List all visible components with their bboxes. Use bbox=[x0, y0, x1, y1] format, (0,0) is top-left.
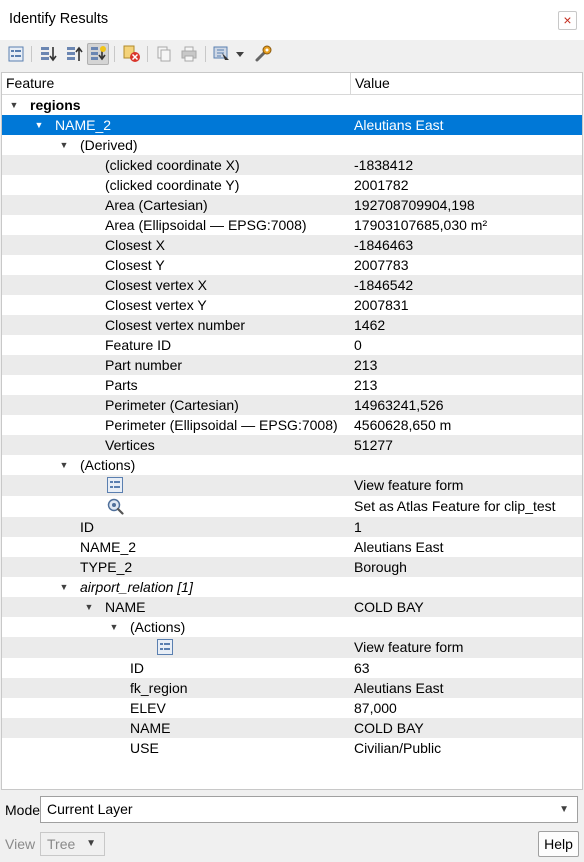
attribute-row[interactable] bbox=[2, 195, 582, 215]
attribute-row[interactable] bbox=[2, 395, 582, 415]
row-label: Closest vertex Y bbox=[105, 297, 207, 313]
row-label: NAME_2 bbox=[80, 539, 137, 555]
clear-results-icon bbox=[121, 43, 143, 65]
row-value: 1462 bbox=[354, 317, 386, 333]
attribute-row[interactable] bbox=[2, 275, 582, 295]
toolbar-separator bbox=[205, 46, 206, 62]
help-button[interactable]: Help bbox=[538, 831, 579, 857]
expand-arrow-icon[interactable]: ▼ bbox=[84, 602, 94, 612]
attribute-row[interactable] bbox=[2, 557, 582, 577]
expand-arrow-icon[interactable]: ▼ bbox=[34, 120, 44, 130]
expand-all-icon bbox=[37, 43, 59, 65]
row-value: Civilian/Public bbox=[354, 740, 442, 756]
attribute-row[interactable] bbox=[2, 215, 582, 235]
row-value: 0 bbox=[354, 337, 362, 353]
row-value: Aleutians East bbox=[354, 680, 444, 696]
row-label: fk_region bbox=[130, 680, 188, 696]
toolbar-separator bbox=[147, 46, 148, 62]
attribute-row[interactable] bbox=[2, 658, 582, 678]
attribute-row[interactable] bbox=[2, 517, 582, 537]
auto-expand-icon bbox=[88, 44, 108, 64]
row-label: TYPE_2 bbox=[80, 559, 133, 575]
results-tree[interactable] bbox=[1, 72, 583, 790]
attribute-row[interactable] bbox=[2, 255, 582, 275]
row-value: 51277 bbox=[354, 437, 393, 453]
row-value: COLD BAY bbox=[354, 599, 424, 615]
expand-new-results-button[interactable] bbox=[5, 43, 27, 65]
row-label: (clicked coordinate Y) bbox=[105, 177, 240, 193]
row-label: (Derived) bbox=[80, 137, 138, 153]
row-label: (Actions) bbox=[130, 619, 186, 635]
form-view-icon bbox=[156, 638, 174, 656]
row-label: Parts bbox=[105, 377, 138, 393]
attribute-row[interactable] bbox=[2, 415, 582, 435]
close-icon: × bbox=[563, 12, 572, 28]
row-label: NAME_2 bbox=[55, 117, 112, 133]
toolbar-separator bbox=[31, 46, 32, 62]
row-label: USE bbox=[130, 740, 159, 756]
select-features-button[interactable] bbox=[211, 43, 247, 65]
view-select[interactable] bbox=[40, 832, 105, 856]
row-label: Perimeter (Ellipsoidal — EPSG:7008) bbox=[105, 417, 338, 433]
row-value: -1846542 bbox=[354, 277, 414, 293]
row-value: Set as Atlas Feature for clip_test bbox=[354, 498, 556, 514]
attribute-row[interactable] bbox=[2, 235, 582, 255]
row-value: 2007783 bbox=[354, 257, 409, 273]
collapse-all-button[interactable] bbox=[63, 43, 85, 65]
expand-all-button[interactable] bbox=[37, 43, 59, 65]
close-button[interactable] bbox=[558, 11, 577, 30]
identify-settings-button[interactable] bbox=[252, 43, 274, 65]
form-view-icon bbox=[106, 476, 124, 494]
attribute-row[interactable] bbox=[2, 335, 582, 355]
row-label: airport_relation [1] bbox=[80, 579, 193, 595]
view-select-value: Tree bbox=[47, 836, 76, 852]
row-label: regions bbox=[30, 97, 81, 113]
related-feature-row[interactable] bbox=[2, 597, 582, 617]
attribute-row[interactable] bbox=[2, 155, 582, 175]
view-feature-form-action[interactable] bbox=[2, 637, 582, 658]
derived-group-row[interactable] bbox=[2, 135, 582, 155]
print-icon bbox=[178, 43, 200, 65]
tree-header bbox=[2, 73, 582, 95]
copy-icon bbox=[153, 43, 175, 65]
expand-arrow-icon[interactable]: ▼ bbox=[59, 140, 69, 150]
row-value: 2007831 bbox=[354, 297, 409, 313]
mode-label: Mode bbox=[5, 802, 41, 818]
row-label: Perimeter (Cartesian) bbox=[105, 397, 239, 413]
row-label: ID bbox=[80, 519, 94, 535]
row-value: 14963241,526 bbox=[354, 397, 444, 413]
attribute-row[interactable] bbox=[2, 435, 582, 455]
row-value: 2001782 bbox=[354, 177, 409, 193]
wrench-icon bbox=[252, 43, 274, 65]
row-value: Borough bbox=[354, 559, 407, 575]
attribute-row[interactable] bbox=[2, 295, 582, 315]
copy-feature-button[interactable] bbox=[153, 43, 175, 65]
row-label: Closest vertex X bbox=[105, 277, 207, 293]
attribute-row[interactable] bbox=[2, 355, 582, 375]
expand-arrow-icon[interactable]: ▼ bbox=[109, 622, 119, 632]
row-value: View feature form bbox=[354, 477, 464, 493]
attribute-row[interactable] bbox=[2, 718, 582, 738]
window-title: Identify Results bbox=[9, 11, 109, 27]
auto-expand-button[interactable] bbox=[87, 43, 109, 65]
row-value: 63 bbox=[354, 660, 370, 676]
attribute-row[interactable] bbox=[2, 315, 582, 335]
row-label: Part number bbox=[105, 357, 183, 373]
print-button[interactable] bbox=[178, 43, 200, 65]
row-value: Aleutians East bbox=[354, 539, 444, 555]
row-label: (Actions) bbox=[80, 457, 136, 473]
row-value: 17903107685,030 m² bbox=[354, 217, 488, 233]
row-value: 213 bbox=[354, 357, 378, 373]
row-value: -1838412 bbox=[354, 157, 414, 173]
row-label: Vertices bbox=[105, 437, 155, 453]
expand-arrow-icon[interactable]: ▼ bbox=[59, 582, 69, 592]
select-features-icon bbox=[211, 43, 247, 65]
row-label: Closest Y bbox=[105, 257, 165, 273]
row-value: COLD BAY bbox=[354, 720, 424, 736]
attribute-row[interactable] bbox=[2, 175, 582, 195]
row-label: Closest X bbox=[105, 237, 165, 253]
expand-arrow-icon[interactable]: ▼ bbox=[9, 100, 19, 110]
actions-group-row[interactable] bbox=[2, 617, 582, 637]
row-label: NAME bbox=[130, 720, 171, 736]
feature-column-header[interactable]: Feature bbox=[6, 75, 55, 91]
collapse-all-icon bbox=[63, 43, 85, 65]
row-label: Feature ID bbox=[105, 337, 172, 353]
title-bar bbox=[0, 0, 584, 40]
row-label: ELEV bbox=[130, 700, 166, 716]
mode-select[interactable] bbox=[40, 796, 578, 823]
relation-row[interactable] bbox=[2, 577, 582, 597]
attribute-row[interactable] bbox=[2, 375, 582, 395]
atlas-feature-icon bbox=[106, 497, 124, 515]
attribute-row[interactable] bbox=[2, 738, 582, 758]
atlas-feature-action[interactable] bbox=[2, 496, 582, 517]
row-value: 213 bbox=[354, 377, 378, 393]
row-value: Aleutians East bbox=[354, 117, 444, 133]
clear-results-button[interactable] bbox=[121, 43, 143, 65]
row-label: Area (Ellipsoidal — EPSG:7008) bbox=[105, 217, 307, 233]
toolbar bbox=[0, 40, 584, 68]
row-value: 1 bbox=[354, 519, 362, 535]
view-feature-form-action[interactable] bbox=[2, 475, 582, 496]
chevron-down-icon: ▼ bbox=[86, 838, 96, 849]
attribute-row[interactable] bbox=[2, 698, 582, 718]
row-value: -1846463 bbox=[354, 237, 414, 253]
mode-select-value: Current Layer bbox=[47, 801, 133, 817]
view-label: View bbox=[5, 836, 36, 852]
row-label: NAME bbox=[105, 599, 146, 615]
value-column-header[interactable]: Value bbox=[350, 73, 582, 95]
row-value: View feature form bbox=[354, 639, 464, 655]
form-view-icon bbox=[5, 43, 27, 65]
tree-rows bbox=[2, 95, 582, 758]
row-value: 192708709904,198 bbox=[354, 197, 475, 213]
row-label: Area (Cartesian) bbox=[105, 197, 208, 213]
row-label: Closest vertex number bbox=[105, 317, 246, 333]
expand-arrow-icon[interactable]: ▼ bbox=[59, 460, 69, 470]
layer-row[interactable] bbox=[2, 95, 582, 115]
chevron-down-icon: ▼ bbox=[559, 804, 569, 815]
row-value: 87,000 bbox=[354, 700, 397, 716]
row-label: (clicked coordinate X) bbox=[105, 157, 240, 173]
actions-group-row[interactable] bbox=[2, 455, 582, 475]
feature-row[interactable] bbox=[2, 115, 582, 135]
attribute-row[interactable] bbox=[2, 537, 582, 557]
toolbar-separator bbox=[114, 46, 115, 62]
attribute-row[interactable] bbox=[2, 678, 582, 698]
row-label: ID bbox=[130, 660, 144, 676]
row-value: 4560628,650 m bbox=[354, 417, 452, 433]
